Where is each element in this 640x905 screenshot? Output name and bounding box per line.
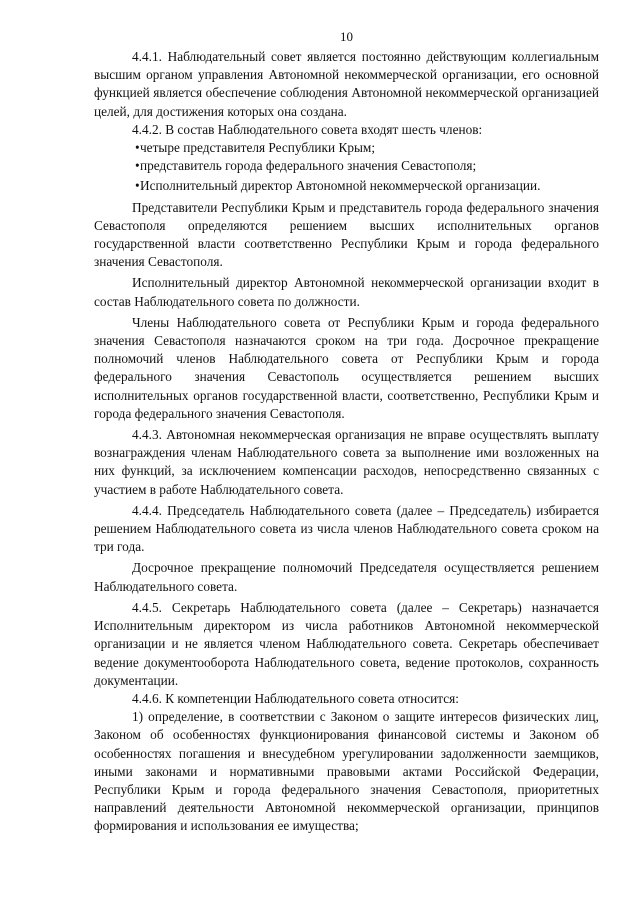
paragraph-representatives: Представители Республики Крым и представитель города федерального значения Севастополя определяются решением высших исполнительных органов государственной власти соответственно Республики Крым и города федерального значения Севастополя.: [94, 199, 599, 270]
page-number: 10: [340, 29, 353, 44]
paragraph-4-4-1: 4.4.1. Наблюдательный совет является постоянно действующим коллегиальным высшим органом управления Автономной некоммерческой организации, его основной функцией является обеспечение соблюдения Автономной некоммерческой организацией целей, для достижения которых она создана.: [94, 49, 599, 119]
list-item: • представитель города федерального значения Севастополя;: [94, 157, 599, 175]
bullet-icon: •: [135, 178, 140, 194]
paragraph-executive-director: Исполнительный директор Автономной некоммерческой организации входит в состав Наблюдательного совета по должности.: [94, 275, 599, 309]
paragraph-4-4-4: 4.4.4. Председатель Наблюдательного совета (далее – Председатель) избирается решением Наблюдательного совета из числа членов Наблюдательного совета сроком на три года.: [94, 502, 599, 555]
document-page: [94, 28, 599, 836]
paragraph-members-term: Члены Наблюдательного совета от Республики Крым и города федерального значения Севастополя назначаются сроком на три года. Досрочное прекращение полномочий членов Наблюдательного совета от Республики Крым и города федерального значения Севастополь осуществляется решением высших исполнительных органов государственной власти, соответственно, Республики Крым и города федерального значения Севастополя.: [94, 314, 599, 421]
paragraph-4-4-6: 4.4.6. К компетенции Наблюдательного совета относится:: [132, 690, 459, 706]
paragraph-4-4-3: 4.4.3. Автономная некоммерческая организация не вправе осуществлять выплату вознаграждения членам Наблюдательного совета за выполнение ими возложенных на них функций, за исключением компенсации расходов, непосредственно связанных с участием в работе Наблюдательного совета.: [94, 427, 599, 497]
paragraph-4-4-5: 4.4.5. Секретарь Наблюдательного совета (далее – Секретарь) назначается Исполнительным директором из числа работников Автономной некоммерческой организации и не является членом Наблюдательного совета. Секретарь обеспечивает ведение документооборота Наблюдательного совета, ведение протоколов, сохранность документации.: [94, 599, 599, 688]
list-item: • Исполнительный директор Автономной некоммерческой организации.: [94, 177, 599, 195]
members-list: [94, 139, 599, 196]
paragraph-4-4-2: 4.4.2. В состав Наблюдательного совета входят шесть членов:: [132, 121, 483, 137]
bullet-icon: •: [135, 158, 140, 174]
list-item: • четыре представителя Республики Крым;: [94, 139, 599, 157]
bullet-icon: •: [135, 140, 140, 156]
paragraph-competence-1: 1) определение, в соответствии с Законом о защите интересов физических лиц, Законом об особенностях функционирования финансовой системы и Законом об особенностях погашения и внесудебном урегулировании задолженности заемщиков, иными законами и нормативными правовыми актами Российской Федерации, Республики Крым и города федерального значения Севастополя, приоритетных направлений деятельности Автономной некоммерческой организации, принципов формирования и использования ее имущества;: [94, 709, 599, 834]
paragraph-chairman-termination: Досрочное прекращение полномочий Председателя осуществляется решением Наблюдательного совета.: [94, 560, 599, 594]
